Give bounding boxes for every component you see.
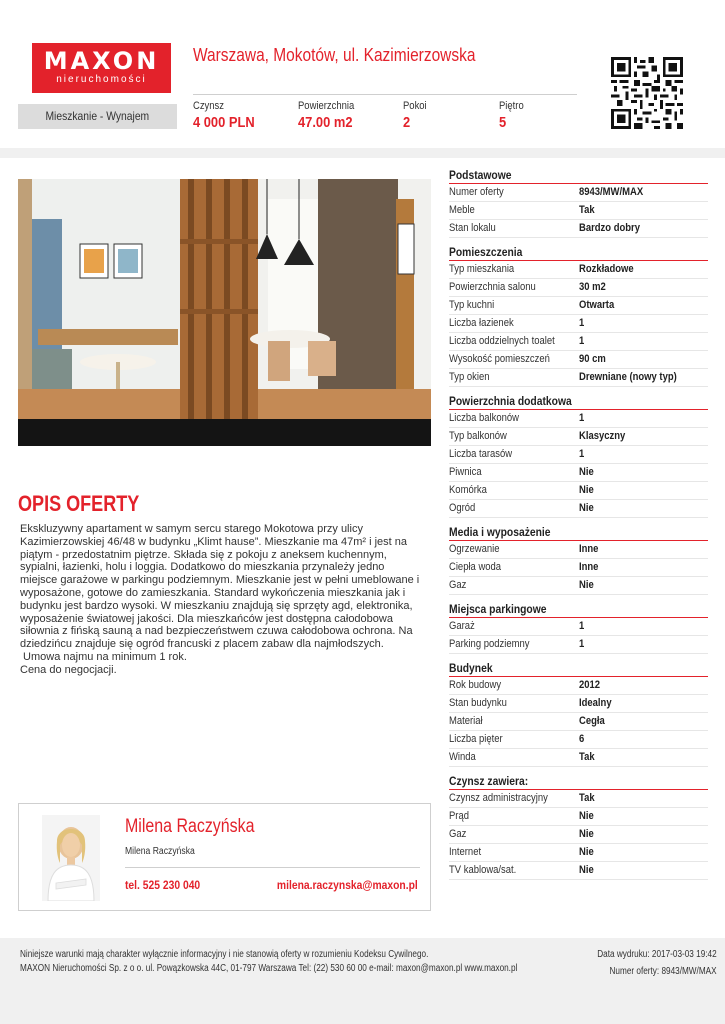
meta-value: 4 000 PLN [193, 114, 255, 131]
detail-key: Garaż [449, 620, 475, 632]
detail-key: Numer oferty [449, 186, 504, 198]
detail-key: Wysokość pomieszczeń [449, 353, 550, 365]
detail-row [449, 184, 708, 202]
section-heading [449, 524, 708, 541]
meta-value: 2 [403, 114, 411, 131]
detail-value: Nie [579, 579, 594, 591]
detail-key: Ogród [449, 502, 476, 514]
detail-value: Inne [579, 561, 599, 573]
meta-price [193, 100, 265, 131]
section-heading [449, 167, 708, 184]
section-heading [449, 244, 708, 261]
footer-disclaimer: Niniejsze warunki mają charakter wyłącznie informacyjny i nie stanowią oferty w rozumieniu Kodeksu Cywilnego. [20, 949, 429, 960]
detail-value: Drewniane (nowy typ) [579, 371, 677, 383]
description-paragraph: Umowa najmu na minimum 1 rok. [20, 650, 187, 663]
detail-key: Liczba pięter [449, 733, 503, 745]
detail-row [449, 559, 708, 577]
description-body [20, 523, 420, 677]
details-section [449, 524, 708, 595]
detail-key: Meble [449, 204, 475, 216]
detail-value: Otwarta [579, 299, 615, 311]
detail-row [449, 790, 708, 808]
detail-row [449, 713, 708, 731]
meta-value: 47.00 m2 [298, 114, 353, 131]
details-section [449, 167, 708, 238]
detail-row [449, 862, 708, 880]
detail-row [449, 202, 708, 220]
agent-name: Milena Raczyńska [125, 816, 255, 837]
description-title: OPIS OFERTY [18, 491, 140, 516]
detail-row [449, 315, 708, 333]
detail-row [449, 410, 708, 428]
details-section [449, 601, 708, 654]
section-heading [449, 660, 708, 677]
detail-key: Stan budynku [449, 697, 507, 709]
detail-key: Piwnica [449, 466, 482, 478]
meta-label: Piętro [499, 100, 524, 112]
detail-value: 30 m2 [579, 281, 606, 293]
detail-row [449, 279, 708, 297]
detail-key: Gaz [449, 828, 467, 840]
logo-wordmark: MAXON [43, 47, 160, 75]
meta-area [298, 100, 363, 131]
agent-email-link[interactable]: milena.raczynska@maxon.pl [277, 878, 418, 892]
section-heading-label: Pomieszczenia [449, 245, 523, 259]
detail-value: 90 cm [579, 353, 606, 365]
detail-row [449, 446, 708, 464]
detail-value: Idealny [579, 697, 612, 709]
section-heading-label: Podstawowe [449, 168, 512, 182]
detail-row [449, 695, 708, 713]
detail-value: Nie [579, 846, 594, 858]
listing-type-badge [18, 104, 177, 129]
detail-row [449, 844, 708, 862]
detail-value: Inne [579, 543, 599, 555]
detail-value: 6 [579, 733, 585, 745]
agent-subtitle: Milena Raczyńska [125, 846, 195, 857]
detail-value: Tak [579, 204, 595, 216]
detail-value: 2012 [579, 679, 601, 691]
detail-key: Czynsz administracyjny [449, 792, 548, 804]
section-heading-label: Budynek [449, 661, 493, 675]
detail-key: Prąd [449, 810, 469, 822]
meta-label: Powierzchnia [298, 100, 355, 112]
maxon-logo[interactable] [32, 43, 171, 93]
detail-value: 1 [579, 448, 585, 460]
agent-portrait [42, 815, 100, 901]
detail-key: Liczba łazienek [449, 317, 514, 329]
detail-key: Winda [449, 751, 476, 763]
detail-key: Materiał [449, 715, 483, 727]
detail-row [449, 297, 708, 315]
section-heading [449, 601, 708, 618]
detail-key: Liczba tarasów [449, 448, 513, 460]
detail-row [449, 482, 708, 500]
detail-value: Tak [579, 751, 595, 763]
agent-avatar [42, 815, 100, 901]
details-section [449, 773, 708, 880]
listing-type-label: Mieszkanie - Wynajem [45, 109, 150, 123]
header-band [0, 148, 725, 158]
detail-key: Parking podziemny [449, 638, 530, 650]
detail-value: Tak [579, 792, 595, 804]
detail-row [449, 826, 708, 844]
meta-value: 5 [499, 114, 507, 131]
detail-row [449, 464, 708, 482]
detail-row [449, 577, 708, 595]
footer-print-date: Data wydruku: 2017-03-03 19:42 [597, 949, 717, 960]
detail-key: Powierzchnia salonu [449, 281, 536, 293]
meta-floor [499, 100, 528, 131]
section-heading [449, 393, 708, 410]
detail-row [449, 369, 708, 387]
detail-value: Nie [579, 864, 594, 876]
detail-key: TV kablowa/sat. [449, 864, 517, 876]
detail-key: Liczba oddzielnych toalet [449, 335, 555, 347]
detail-value: 8943/MW/MAX [579, 186, 644, 198]
detail-value: Nie [579, 810, 594, 822]
detail-key: Rok budowy [449, 679, 502, 691]
qr-code-icon [611, 57, 683, 129]
detail-value: 1 [579, 317, 585, 329]
page-header [0, 0, 725, 148]
detail-value: Rozkładowe [579, 263, 634, 275]
detail-key: Typ kuchni [449, 299, 495, 311]
detail-value: 1 [579, 620, 585, 632]
detail-key: Komórka [449, 484, 487, 496]
listing-title: Warszawa, Mokotów, ul. Kazimierzowska [193, 45, 476, 65]
detail-key: Liczba balkonów [449, 412, 519, 424]
detail-row [449, 500, 708, 518]
description-paragraph: Cena do negocjacji. [20, 663, 117, 676]
agent-divider [125, 867, 420, 868]
footer-company-info: MAXON Nieruchomości Sp. z o o. ul. Powązkowska 44C, 01-797 Warszawa Tel: (22) 530 60 00 e-mail: maxon@maxon.pl www.maxon.pl [20, 963, 518, 974]
property-photo[interactable] [18, 179, 431, 446]
detail-row [449, 428, 708, 446]
page-footer [0, 938, 725, 1024]
title-divider [193, 94, 577, 95]
detail-key: Typ balkonów [449, 430, 507, 442]
agent-phone-link[interactable]: tel. 525 230 040 [125, 878, 201, 892]
detail-key: Gaz [449, 579, 467, 591]
detail-row [449, 731, 708, 749]
detail-row [449, 636, 708, 654]
detail-value: 1 [579, 412, 585, 424]
agent-card [18, 803, 431, 911]
detail-value: 1 [579, 335, 585, 347]
details-section [449, 393, 708, 518]
detail-row [449, 351, 708, 369]
footer-offer-number: Numer oferty: 8943/MW/MAX [609, 966, 717, 977]
section-heading-label: Media i wyposażenie [449, 525, 551, 539]
detail-key: Internet [449, 846, 482, 858]
details-section [449, 660, 708, 767]
detail-key: Typ okien [449, 371, 490, 383]
detail-row [449, 333, 708, 351]
details-section [449, 244, 708, 387]
detail-row [449, 220, 708, 238]
meta-rooms [403, 100, 431, 131]
detail-row [449, 749, 708, 767]
detail-value: Cegła [579, 715, 605, 727]
detail-row [449, 541, 708, 559]
details-column [449, 167, 708, 880]
detail-value: Nie [579, 484, 594, 496]
detail-row [449, 808, 708, 826]
detail-row [449, 677, 708, 695]
interior-image [18, 179, 431, 446]
section-heading [449, 773, 708, 790]
detail-value: Bardzo dobry [579, 222, 640, 234]
detail-key: Ciepła woda [449, 561, 502, 573]
meta-label: Pokoi [403, 100, 427, 112]
detail-value: Nie [579, 502, 594, 514]
section-heading-label: Miejsca parkingowe [449, 602, 547, 616]
detail-value: Nie [579, 828, 594, 840]
detail-row [449, 261, 708, 279]
detail-row [449, 618, 708, 636]
detail-value: 1 [579, 638, 585, 650]
detail-value: Nie [579, 466, 594, 478]
detail-key: Typ mieszkania [449, 263, 515, 275]
detail-key: Stan lokalu [449, 222, 496, 234]
detail-key: Ogrzewanie [449, 543, 500, 555]
section-heading-label: Czynsz zawiera: [449, 774, 529, 788]
section-heading-label: Powierzchnia dodatkowa [449, 394, 572, 408]
description-paragraph: Ekskluzywny apartament w samym sercu starego Mokotowa przy ulicy Kazimierzowskiej 46/48 w budynku „Klimt hause”. Mieszkanie ma 47m² i jest na piątym - przedostatnim piętrze. Składa się z pokoju z aneksem kuchennym, sypialni, łazienki, holu i loggia. Dodatkowo do mieszkania przynależy jedno miejsce garażowe w parkingu podziemnym. Mieszkanie jest w pełni umeblowane i wyposażone, gotowe do zamieszkania. Standard wykończenia mieszkania jak i budynku jest bardzo wysoki. W mieszkaniu znajdują się sprzęty agd, elektronika, wyposażenie światowej jakości. Dla mieszkańców jest dostępna całodobowa siłownia z fińską sauną a nad bezpieczeństwem czuwa całodobowa ochrona. Na dziedzińcu znajduje się ogród francuski z placem zabaw dla najmłodszych. [20, 523, 420, 651]
detail-value: Klasyczny [579, 430, 626, 442]
logo-tagline: nieruchomości [56, 74, 147, 85]
meta-label: Czynsz [193, 100, 225, 112]
